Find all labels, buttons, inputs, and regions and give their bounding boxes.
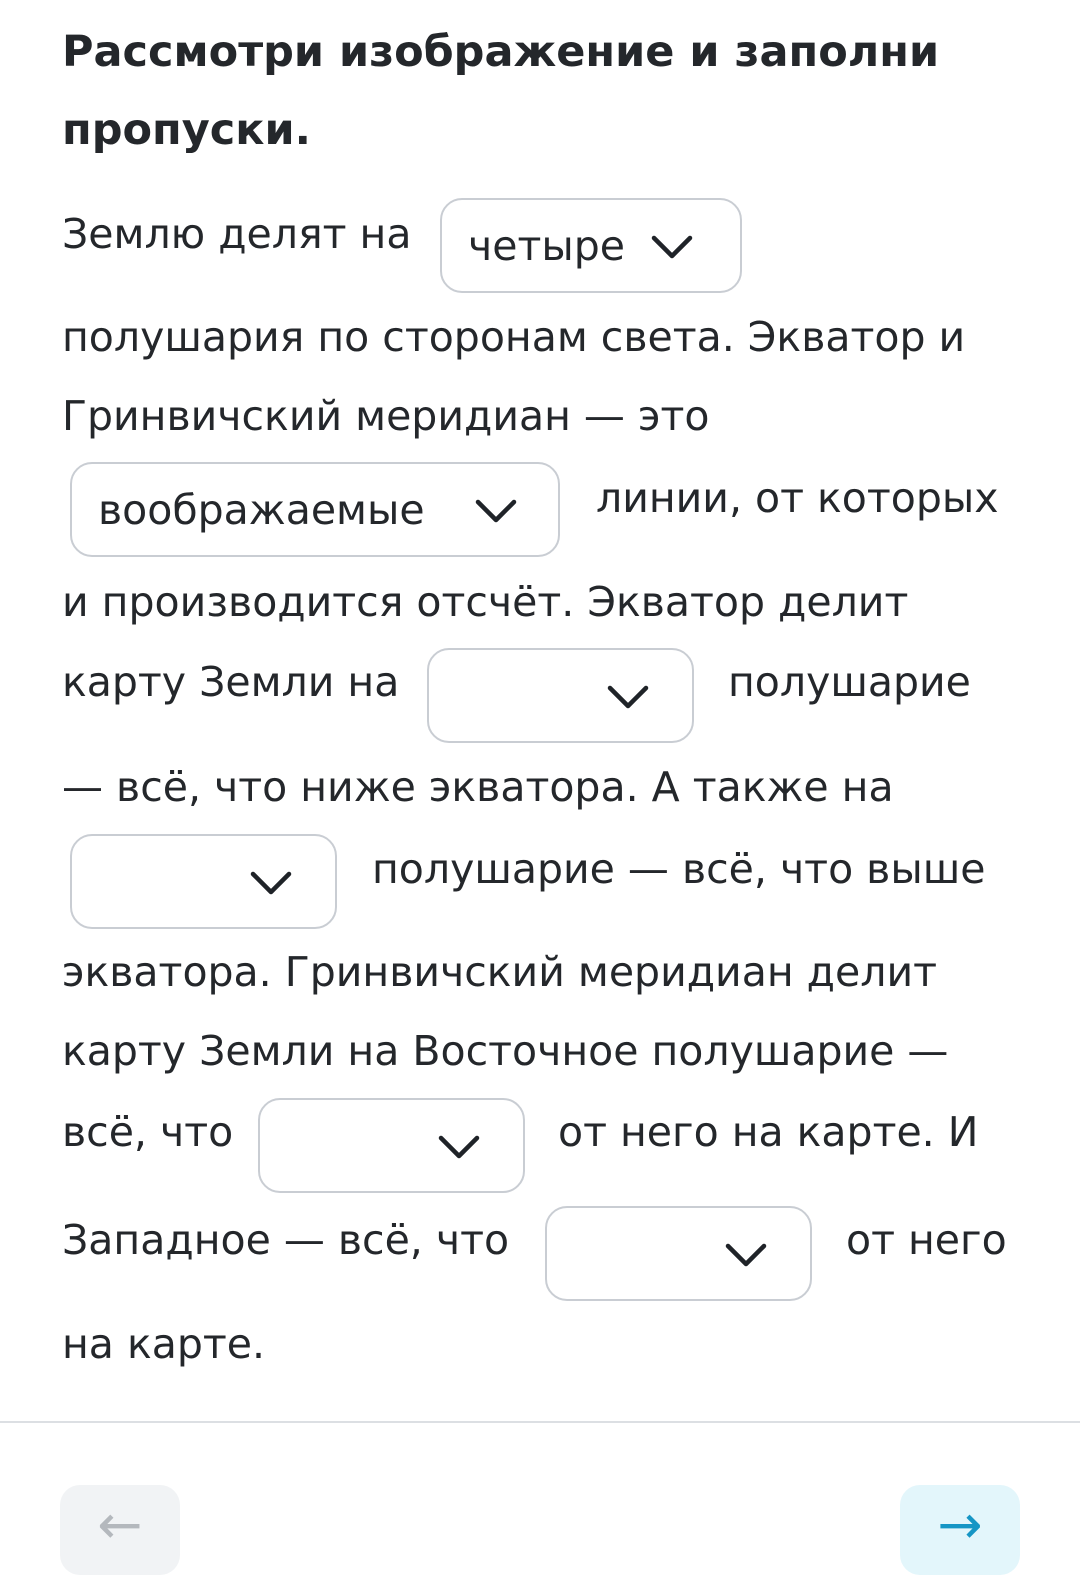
text-line: полушарие — всё, что выше — [372, 845, 986, 893]
task-title-line2: пропуски. — [62, 105, 311, 155]
hemisphere-count-dropdown[interactable] — [440, 198, 742, 293]
text-line: экватора. Гринвичский меридиан делит — [62, 948, 937, 996]
western-direction-dropdown[interactable] — [545, 1206, 812, 1301]
dropdown-value: воображаемые — [98, 486, 425, 534]
text-line: — всё, что ниже экватора. А также на — [62, 763, 894, 811]
text-line: линии, от которых — [596, 474, 999, 522]
task-title-line1: Рассмотри изображение и заполни — [62, 27, 940, 77]
chevron-down-icon — [474, 498, 518, 526]
previous-button[interactable] — [60, 1485, 180, 1575]
next-button[interactable] — [900, 1485, 1020, 1575]
chevron-down-icon — [249, 870, 293, 898]
text-line: и производится отсчёт. Экватор делит — [62, 578, 909, 626]
footer-divider — [0, 1421, 1080, 1423]
text-line: полушария по сторонам света. Экватор и — [62, 313, 966, 361]
text-line: от него — [846, 1216, 1007, 1264]
chevron-down-icon — [724, 1242, 768, 1270]
northern-hemisphere-dropdown[interactable] — [70, 834, 337, 929]
chevron-down-icon — [650, 234, 694, 262]
text-line: всё, что — [62, 1108, 234, 1156]
text-line: карту Земли на Восточное полушарие — — [62, 1027, 949, 1075]
text-line: Землю делят на — [62, 210, 412, 258]
text-line: от него на карте. И — [558, 1108, 979, 1156]
text-line: Западное — всё, что — [62, 1216, 510, 1264]
southern-hemisphere-dropdown[interactable] — [427, 648, 694, 743]
arrow-left-icon: ← — [97, 1493, 143, 1556]
text-line: на карте. — [62, 1320, 266, 1368]
arrow-right-icon: → — [937, 1493, 983, 1556]
text-line: Гринвичский меридиан — это — [62, 392, 710, 440]
dropdown-value: четыре — [468, 222, 625, 270]
lines-type-dropdown[interactable] — [70, 462, 560, 557]
chevron-down-icon — [437, 1134, 481, 1162]
eastern-direction-dropdown[interactable] — [258, 1098, 525, 1193]
text-line: полушарие — [728, 658, 971, 706]
chevron-down-icon — [606, 684, 650, 712]
text-line: карту Земли на — [62, 658, 400, 706]
